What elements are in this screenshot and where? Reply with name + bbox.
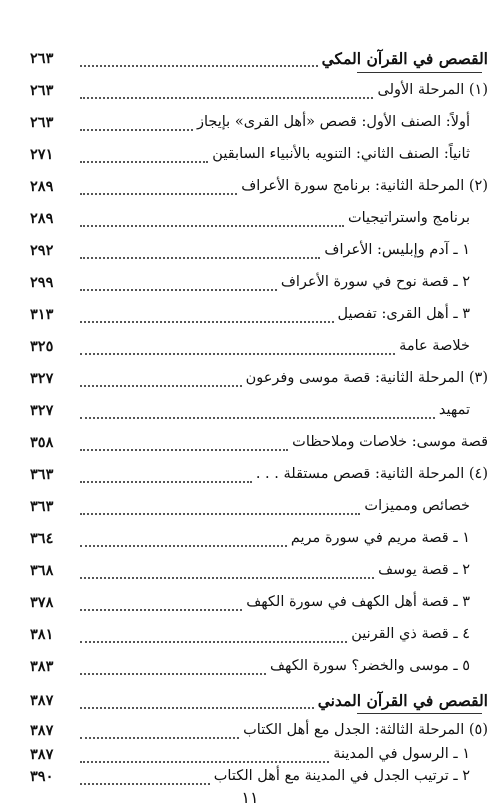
toc-entry-title: (٤) المرحلة الثانية: قصص مستقلة . . . xyxy=(255,466,488,482)
toc-entry-page: ٣٧٨ xyxy=(30,593,54,611)
toc-entry xyxy=(30,334,488,358)
dot-leader xyxy=(80,693,314,709)
dot-leader xyxy=(80,435,288,451)
toc-entry-page: ٢٦٣ xyxy=(30,49,54,67)
toc-entry-title: القصص في القرآن المكي xyxy=(321,48,488,68)
toc-entry xyxy=(30,558,488,582)
toc-entry xyxy=(30,270,488,294)
dot-leader xyxy=(80,563,374,579)
toc-entry-title: ٤ ـ قصة ذي القرنين xyxy=(351,626,470,642)
dot-leader xyxy=(80,51,318,67)
toc-entry-title: ٢ ـ ترتيب الجدل في المدينة مع أهل الكتاب xyxy=(213,768,470,784)
toc-entry xyxy=(30,398,488,422)
toc-entry xyxy=(30,526,488,550)
toc-entry-title: أولاً: الصنف الأول: قصص «أهل القرى» بإيجاز xyxy=(196,114,470,130)
dot-leader xyxy=(80,747,329,763)
toc-entry-title: خلاصة عامة xyxy=(399,338,470,354)
toc-entry-title: (١) المرحلة الأولى xyxy=(377,82,488,98)
dot-leader xyxy=(80,179,237,195)
toc-entry xyxy=(30,688,488,712)
dot-leader xyxy=(80,211,344,227)
toc-entry-page: ٣٨٧ xyxy=(30,745,54,763)
toc-entry-title: خصائص ومميزات xyxy=(364,498,470,514)
toc-entry-title: ٢ ـ قصة نوح في سورة الأعراف xyxy=(280,274,470,290)
toc-entry-page: ٣٦٣ xyxy=(30,465,54,483)
dot-leader xyxy=(80,275,277,291)
toc-entry xyxy=(30,590,488,614)
toc-entry xyxy=(30,764,488,788)
toc-entry-page: ٣٥٨ xyxy=(30,433,54,451)
toc-entry-page: ٢٨٩ xyxy=(30,209,54,227)
toc-entry xyxy=(30,742,488,766)
dot-leader xyxy=(80,769,210,785)
toc-entry-page: ٣٦٣ xyxy=(30,497,54,515)
toc-entry xyxy=(30,78,488,102)
dot-leader xyxy=(80,339,395,355)
dot-leader xyxy=(80,595,242,611)
toc-entry-page: ٣٦٨ xyxy=(30,561,54,579)
dot-leader xyxy=(80,371,242,387)
dot-leader xyxy=(80,499,360,515)
toc-entry-title: القصص في القرآن المدني xyxy=(317,690,488,710)
heading-underline xyxy=(357,72,482,73)
toc-entry xyxy=(30,46,488,70)
toc-entry-page: ٣٨١ xyxy=(30,625,54,643)
toc-entry-page: ٢٧١ xyxy=(30,145,54,163)
toc-entry-page: ٣٨٧ xyxy=(30,691,54,709)
toc-entry xyxy=(30,206,488,230)
toc-entry-title: ٣ ـ قصة أهل الكهف في سورة الكهف xyxy=(246,594,470,610)
toc-entry xyxy=(30,718,488,742)
toc-entry xyxy=(30,174,488,198)
toc-entry-title: ١ ـ آدم وإبليس: الأعراف xyxy=(324,242,470,258)
toc-entry-page: ٢٩٢ xyxy=(30,241,54,259)
dot-leader xyxy=(80,83,373,99)
toc-entry-page: ٢٨٩ xyxy=(30,177,54,195)
dot-leader xyxy=(80,467,252,483)
toc-entry xyxy=(30,430,488,454)
toc-entry xyxy=(30,494,488,518)
page-number: ١١ xyxy=(241,788,259,807)
toc-entry-page: ٢٦٣ xyxy=(30,113,54,131)
dot-leader xyxy=(80,403,435,419)
toc-entry xyxy=(30,302,488,326)
dot-leader xyxy=(80,115,193,131)
toc-entry-title: ٥ ـ موسى والخضر؟ سورة الكهف xyxy=(269,658,470,674)
toc-entry-page: ٣٦٤ xyxy=(30,529,54,547)
toc-entry xyxy=(30,366,488,390)
toc-entry-page: ٣٢٧ xyxy=(30,369,54,387)
toc-entry xyxy=(30,462,488,486)
toc-entry-page: ٣٨٧ xyxy=(30,721,54,739)
toc-entry-page: ٣٨٣ xyxy=(30,657,54,675)
dot-leader xyxy=(80,627,347,643)
toc-entry-page: ٣٢٥ xyxy=(30,337,54,355)
toc-entry xyxy=(30,142,488,166)
dot-leader xyxy=(80,307,334,323)
toc-entry-title: (٢) المرحلة الثانية: برنامج سورة الأعراف xyxy=(241,178,488,194)
toc-entry-title: ١ ـ قصة مريم في سورة مريم xyxy=(290,530,470,546)
toc-entry xyxy=(30,654,488,678)
toc-entry xyxy=(30,622,488,646)
toc-entry-page: ٣٩٠ xyxy=(30,767,54,785)
toc-entry-title: ٣ ـ أهل القرى: تفصيل xyxy=(337,306,470,322)
toc-entry xyxy=(30,238,488,262)
dot-leader xyxy=(80,243,320,259)
toc-entry-title: قصة موسى: خلاصات وملاحظات xyxy=(292,434,488,450)
toc-entry-title: ١ ـ الرسول في المدينة xyxy=(333,746,470,762)
toc-entry-title: برنامج واستراتيجيات xyxy=(347,210,470,226)
toc-entry-page: ٢٩٩ xyxy=(30,273,54,291)
toc-entry-title: (٥) المرحلة الثالثة: الجدل مع أهل الكتاب xyxy=(243,722,488,738)
dot-leader xyxy=(80,147,208,163)
dot-leader xyxy=(80,659,266,675)
toc-entry-title: ثانياً: الصنف الثاني: التنويه بالأنبياء السابقين xyxy=(212,146,470,162)
dot-leader xyxy=(80,723,239,739)
toc-entry-page: ٣١٣ xyxy=(30,305,54,323)
toc-entry-page: ٢٦٣ xyxy=(30,81,54,99)
toc-entry xyxy=(30,110,488,134)
toc-entry-page: ٣٢٧ xyxy=(30,401,54,419)
toc-entry-title: (٣) المرحلة الثانية: قصة موسى وفرعون xyxy=(245,370,488,386)
dot-leader xyxy=(80,531,287,547)
heading-underline xyxy=(357,713,482,714)
toc-entry-title: تمهيد xyxy=(438,402,470,418)
toc-entry-title: ٢ ـ قصة يوسف xyxy=(378,562,470,578)
